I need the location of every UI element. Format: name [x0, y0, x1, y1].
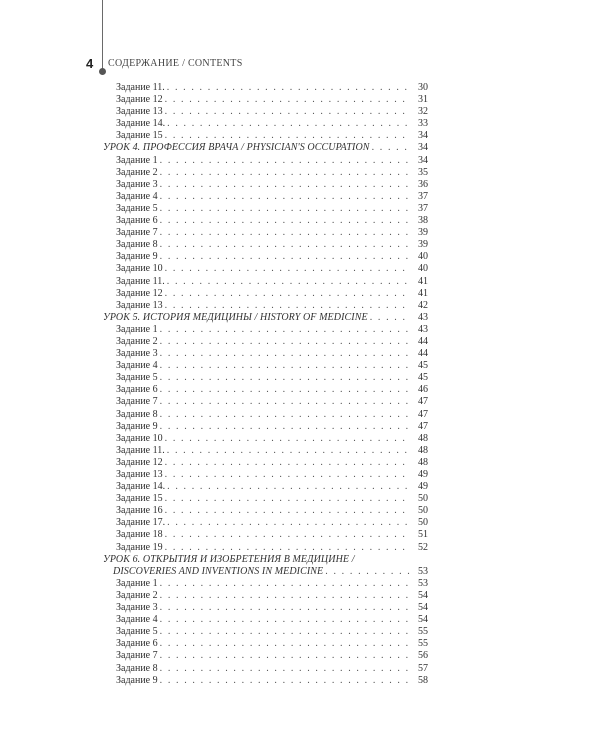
toc-entry-title: Задание 1: [116, 323, 158, 335]
dot-leader: [160, 578, 410, 590]
dot-leader: [160, 626, 410, 638]
dot-leader: [165, 469, 410, 481]
toc-task-entry[interactable]: [103, 650, 428, 662]
toc-entry-title: Задание 9: [116, 420, 158, 432]
margin-rule: [102, 0, 103, 70]
toc-entry-title: Задание 12: [116, 287, 163, 299]
toc-entry-page: 45: [418, 372, 428, 384]
dot-leader: [160, 227, 410, 239]
toc-entry-page: 50: [418, 493, 428, 505]
toc-entry-page: 50: [418, 517, 428, 529]
toc-task-entry[interactable]: [103, 106, 428, 118]
dot-leader: [167, 481, 410, 493]
toc-task-entry[interactable]: [103, 118, 428, 130]
toc-entry-page: 44: [418, 335, 428, 347]
toc-task-entry[interactable]: [103, 167, 428, 179]
toc-entry-page: 45: [418, 360, 428, 372]
dot-leader: [165, 300, 410, 312]
toc-entry-title: Задание 12: [116, 456, 163, 468]
toc-entry-title: УРОК 4. ПРОФЕССИЯ ВРАЧА / PHYSICIAN'S OCCUPATION: [103, 142, 370, 154]
toc-task-entry[interactable]: [103, 324, 428, 336]
toc-entry-title: Задание 5: [116, 626, 158, 638]
toc-entry-page: 43: [418, 323, 428, 335]
dot-leader: [160, 215, 410, 227]
toc-task-entry[interactable]: [103, 469, 428, 481]
toc-entry-title: Задание 3: [116, 178, 158, 190]
dot-leader: [160, 179, 410, 191]
dot-leader: [167, 82, 410, 94]
toc-entry-title: DISCOVERIES AND INVENTIONS IN MEDICINE: [113, 565, 324, 577]
toc-task-entry[interactable]: [103, 227, 428, 239]
toc-entry-title: Задание 2: [116, 166, 158, 178]
toc-entry-page: 54: [418, 614, 428, 626]
toc-task-entry[interactable]: [103, 493, 428, 505]
dot-leader: [160, 360, 410, 372]
toc-entry-title: УРОК 5. ИСТОРИЯ МЕДИЦИНЫ / HISTORY OF MEDICINE: [103, 311, 368, 323]
toc-entry-page: 55: [418, 638, 428, 650]
toc-entry-page: 34: [418, 154, 428, 166]
toc-entry-page: 31: [418, 94, 428, 106]
toc-entry-title: Задание 11.: [116, 444, 165, 456]
toc-entry-page: 30: [418, 82, 428, 93]
dot-leader: [165, 263, 410, 275]
dot-leader: [165, 106, 410, 118]
dot-leader: [167, 517, 410, 529]
toc-entry-title: Задание 11.: [116, 275, 165, 287]
toc-entry-title: Задание 13: [116, 469, 163, 480]
dot-leader: [160, 384, 410, 396]
toc-entry-title: Задание 7: [116, 650, 158, 662]
dot-leader: [160, 239, 410, 251]
toc-entry-page: 50: [418, 505, 428, 517]
toc-entry-page: 47: [418, 420, 428, 432]
toc-task-entry[interactable]: [103, 590, 428, 602]
toc-entry-page: 54: [418, 602, 428, 614]
toc-entry-title: Задание 6: [116, 384, 158, 396]
toc-task-entry[interactable]: [103, 481, 428, 493]
toc-entry-title: Задание 13: [116, 299, 163, 311]
toc-lesson-entry[interactable]: [103, 142, 428, 154]
toc-entry-title: Задание 5: [116, 202, 158, 214]
toc-entry-title: Задание 11.: [116, 82, 165, 93]
toc-entry-page: 44: [418, 348, 428, 360]
toc-entry-title: Задание 2: [116, 335, 158, 347]
dot-leader: [325, 566, 410, 578]
toc-entry-page: 32: [418, 106, 428, 118]
toc-entry-page: 42: [418, 299, 428, 311]
toc-entry-page: 41: [418, 287, 428, 299]
dot-leader: [167, 445, 410, 457]
dot-leader: [160, 602, 410, 614]
toc-task-entry[interactable]: [103, 336, 428, 348]
toc-entry-page: 57: [418, 662, 428, 674]
toc-entry-page: 49: [418, 469, 428, 480]
toc-entry-title: Задание 8: [116, 408, 158, 420]
toc-task-entry[interactable]: [103, 421, 428, 433]
toc-entry-title: Задание 9: [116, 251, 158, 263]
toc-task-entry[interactable]: [103, 457, 428, 469]
toc-entry-title: Задание 10: [116, 263, 163, 275]
toc-entry-page: 40: [418, 263, 428, 275]
toc-task-entry[interactable]: [103, 203, 428, 215]
toc-task-entry[interactable]: [103, 602, 428, 614]
dot-leader: [165, 94, 410, 106]
dot-leader: [160, 675, 410, 687]
toc-task-entry[interactable]: [103, 130, 428, 142]
dot-leader: [160, 324, 410, 336]
toc-entry-title: Задание 5: [116, 372, 158, 384]
toc-entry-title: Задание 10: [116, 432, 163, 444]
toc-entry-title: Задание 12: [116, 94, 163, 106]
toc-entry-title: Задание 7: [116, 396, 158, 408]
toc-entry-title: Задание 3: [116, 348, 158, 360]
toc-entry-page: 47: [418, 408, 428, 420]
toc-task-entry[interactable]: [103, 505, 428, 517]
toc-task-entry[interactable]: [103, 239, 428, 251]
toc-entry-title: Задание 4: [116, 360, 158, 372]
dot-leader: [160, 372, 410, 384]
dot-leader: [160, 396, 410, 408]
toc-entry-title: Задание 16: [116, 505, 163, 517]
page-number: 4: [86, 56, 94, 71]
running-head: СОДЕРЖАНИЕ / CONTENTS: [108, 58, 243, 69]
toc-task-entry[interactable]: [103, 614, 428, 626]
dot-leader: [165, 542, 410, 554]
toc-task-entry[interactable]: [103, 276, 428, 288]
dot-leader: [160, 203, 410, 215]
toc-task-entry[interactable]: [103, 675, 428, 687]
toc-entry-page: 48: [418, 456, 428, 468]
toc-entry-title: Задание 4: [116, 614, 158, 626]
toc-entry-page: 36: [418, 178, 428, 190]
dot-leader: [372, 142, 410, 154]
toc-entry-title: Задание 18: [116, 529, 163, 541]
toc-entry-page: 34: [418, 130, 428, 142]
toc-task-entry[interactable]: [103, 517, 428, 529]
dot-leader: [165, 433, 410, 445]
toc-task-entry[interactable]: [103, 155, 428, 167]
toc-task-entry[interactable]: [103, 409, 428, 421]
toc-entry-page: 56: [418, 650, 428, 662]
toc-entry-title: Задание 15: [116, 493, 163, 505]
toc-entry-page: 37: [418, 190, 428, 202]
dot-leader: [160, 638, 410, 650]
dot-leader: [165, 505, 410, 517]
toc-task-entry[interactable]: [103, 263, 428, 275]
dot-leader: [165, 529, 410, 541]
toc-entry-page: 48: [418, 444, 428, 456]
toc-task-entry[interactable]: [103, 360, 428, 372]
dot-leader: [160, 167, 410, 179]
toc-entry-page: 35: [418, 166, 428, 178]
dot-leader: [160, 663, 410, 675]
toc-task-entry[interactable]: [103, 663, 428, 675]
toc-task-entry[interactable]: [103, 94, 428, 106]
toc-entry-page: 43: [418, 311, 428, 323]
toc-lesson-entry-continued[interactable]: [103, 566, 428, 578]
dot-leader: [160, 348, 410, 360]
dot-leader: [165, 457, 410, 469]
dot-leader: [167, 118, 410, 130]
toc-entry-title: Задание 14.: [116, 118, 166, 130]
dot-leader: [160, 590, 410, 602]
toc-entry-page: 40: [418, 251, 428, 263]
toc-entry-page: 39: [418, 239, 428, 251]
dot-leader: [165, 493, 410, 505]
toc-task-entry[interactable]: [103, 529, 428, 541]
toc-entry-page: 52: [418, 541, 428, 553]
toc-entry-page: 46: [418, 384, 428, 396]
toc-entry-page: 38: [418, 215, 428, 227]
toc-task-entry[interactable]: [103, 251, 428, 263]
table-of-contents: [103, 82, 428, 687]
toc-task-entry[interactable]: [103, 445, 428, 457]
toc-entry-title: Задание 7: [116, 227, 158, 239]
toc-entry-page: 47: [418, 396, 428, 408]
dot-leader: [160, 155, 410, 167]
dot-leader: [160, 191, 410, 203]
toc-task-entry[interactable]: [103, 578, 428, 590]
toc-task-entry[interactable]: [103, 288, 428, 300]
toc-entry-title: Задание 17.: [116, 517, 166, 529]
dot-leader: [370, 312, 410, 324]
dot-leader: [165, 130, 410, 142]
dot-leader: [160, 409, 410, 421]
toc-entry-page: 49: [418, 481, 428, 493]
toc-lesson-entry[interactable]: [103, 554, 428, 566]
toc-entry-page: 58: [418, 674, 428, 686]
toc-entry-page: 41: [418, 275, 428, 287]
toc-entry-title: Задание 15: [116, 130, 163, 142]
toc-entry-title: Задание 2: [116, 589, 158, 601]
toc-task-entry[interactable]: [103, 372, 428, 384]
toc-entry-title: Задание 1: [116, 577, 158, 589]
toc-task-entry[interactable]: [103, 300, 428, 312]
toc-entry-page: 55: [418, 626, 428, 638]
toc-task-entry[interactable]: [103, 82, 428, 94]
toc-task-entry[interactable]: [103, 191, 428, 203]
toc-task-entry[interactable]: [103, 384, 428, 396]
toc-entry-title: Задание 13: [116, 106, 163, 118]
toc-task-entry[interactable]: [103, 626, 428, 638]
toc-entry-title: Задание 9: [116, 674, 158, 686]
toc-entry-title: Задание 3: [116, 602, 158, 614]
dot-leader: [160, 251, 410, 263]
toc-entry-title: Задание 6: [116, 638, 158, 650]
toc-task-entry[interactable]: [103, 348, 428, 360]
dot-leader: [160, 650, 410, 662]
toc-lesson-entry[interactable]: [103, 312, 428, 324]
toc-task-entry[interactable]: [103, 542, 428, 554]
toc-entry-page: 53: [418, 565, 428, 577]
dot-leader: [165, 288, 410, 300]
toc-entry-page: 54: [418, 589, 428, 601]
toc-task-entry[interactable]: [103, 638, 428, 650]
dot-leader: [160, 614, 410, 626]
toc-entry-title: Задание 19: [116, 541, 163, 553]
toc-entry-page: 48: [418, 432, 428, 444]
toc-entry-page: 37: [418, 202, 428, 214]
toc-entry-title: Задание 8: [116, 239, 158, 251]
toc-task-entry[interactable]: [103, 179, 428, 191]
dot-leader: [160, 336, 410, 348]
toc-entry-title: Задание 1: [116, 154, 158, 166]
toc-entry-title: Задание 14.: [116, 481, 166, 493]
toc-entry-title: Задание 4: [116, 190, 158, 202]
toc-entry-page: 33: [418, 118, 428, 130]
toc-entry-page: 51: [418, 529, 428, 541]
toc-entry-title: УРОК 6. ОТКРЫТИЯ И ИЗОБРЕТЕНИЯ В МЕДИЦИНЕ /: [103, 553, 355, 565]
margin-dot: [99, 68, 106, 75]
dot-leader: [167, 276, 410, 288]
toc-entry-page: 34: [418, 142, 428, 154]
toc-entry-title: Задание 8: [116, 662, 158, 674]
dot-leader: [160, 421, 410, 433]
toc-task-entry[interactable]: [103, 215, 428, 227]
toc-task-entry[interactable]: [103, 396, 428, 408]
toc-entry-page: 39: [418, 227, 428, 239]
toc-task-entry[interactable]: [103, 433, 428, 445]
toc-entry-page: 53: [418, 577, 428, 589]
toc-entry-title: Задание 6: [116, 215, 158, 227]
